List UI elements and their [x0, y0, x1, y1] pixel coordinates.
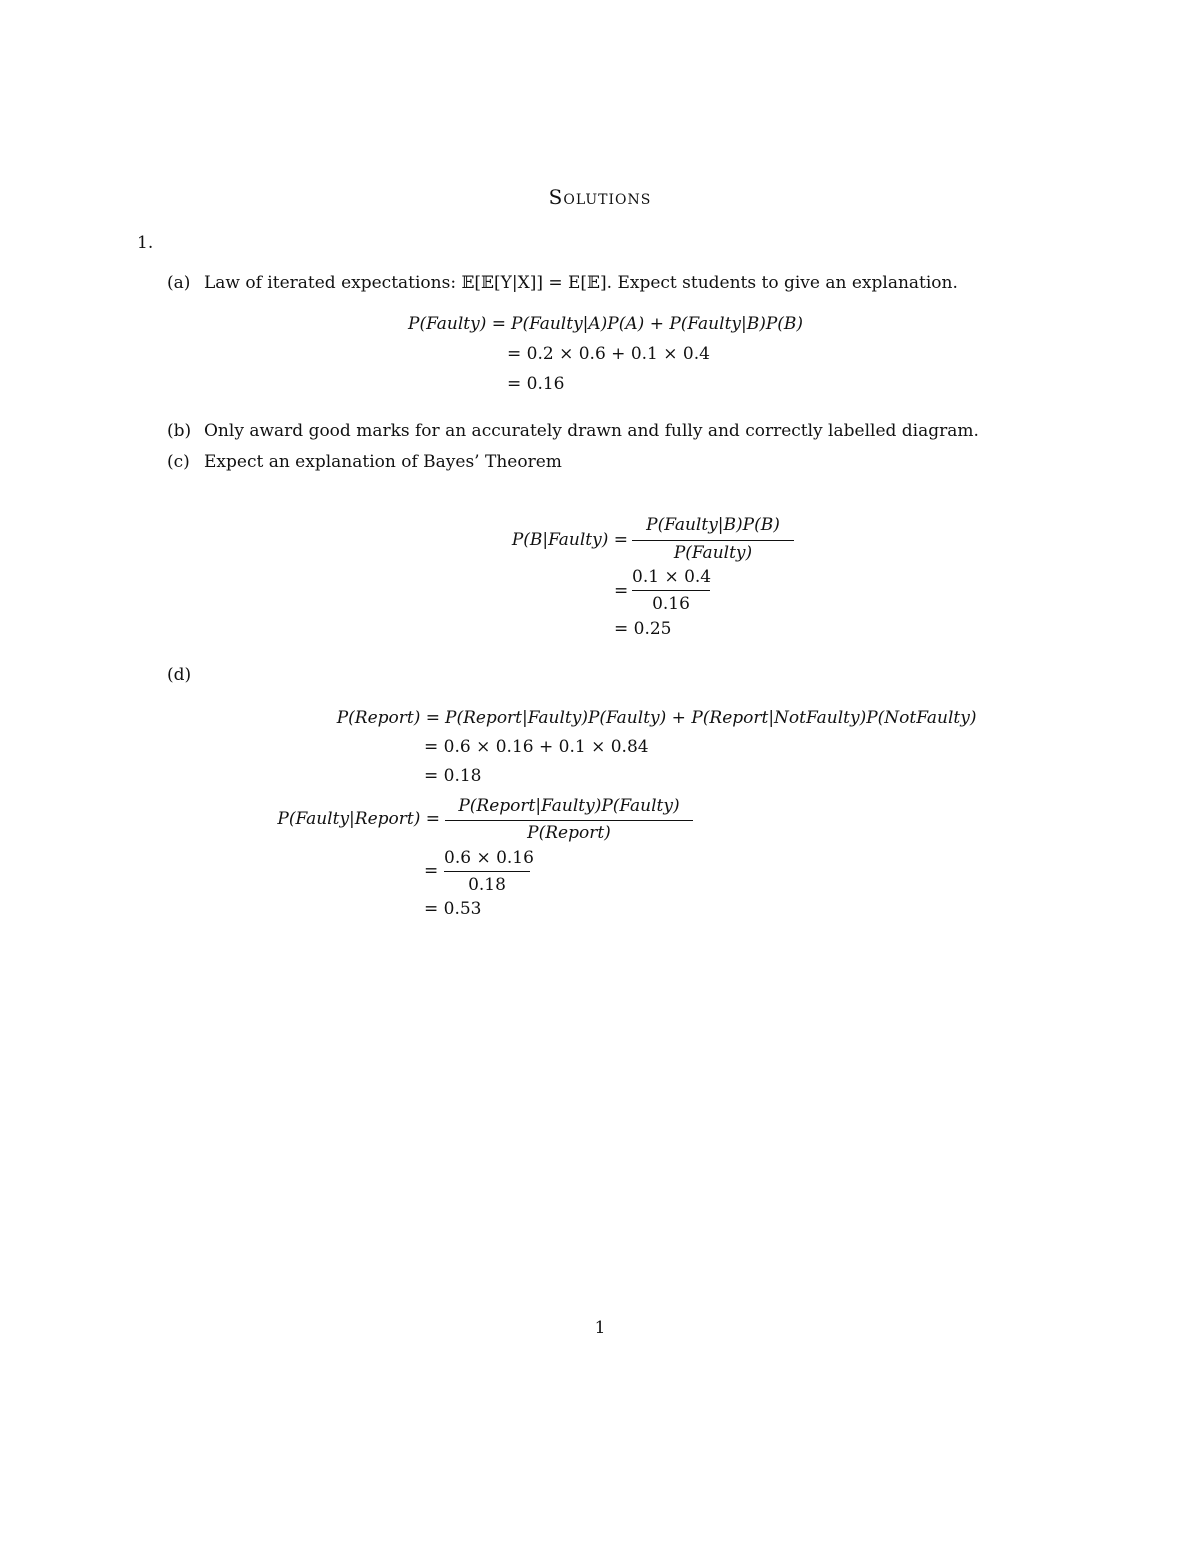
part-a-label: (a) — [167, 273, 191, 293]
part-d-frac2-rule — [444, 871, 530, 872]
part-c-frac1-num: P(Faulty|B)P(B) — [646, 515, 780, 535]
part-d-eq1-lhs: P(Report) = — [336, 708, 440, 728]
part-c-frac2-rule — [632, 590, 710, 591]
part-a-eq-lhs: P(Faulty) = — [408, 314, 506, 334]
part-d-frac1-den: P(Report) — [527, 823, 611, 843]
part-d-eq1-rhs: P(Report|Faulty)P(Faulty) + P(Report|NotFaulty)P(NotFaulty) — [445, 708, 977, 728]
question-number: 1. — [137, 233, 154, 253]
part-c-eq-lhs: P(B|Faulty) = — [511, 530, 628, 550]
part-c-frac1-den: P(Faulty) — [673, 543, 753, 563]
part-a-text: Law of iterated expectations: 𝔼[𝔼[Y|X]] = E[𝔼]. Expect students to give an explanation. — [204, 273, 958, 293]
part-c-eq2-prefix: = — [614, 581, 629, 601]
page-title: Solutions — [548, 185, 652, 209]
part-d-frac2-den: 0.18 — [468, 875, 506, 895]
part-d-eq1-line2: = 0.6 × 0.16 + 0.1 × 0.84 — [424, 737, 649, 757]
part-d-label: (d) — [167, 665, 192, 685]
part-d-frac1-num: P(Report|Faulty)P(Faulty) — [458, 796, 680, 816]
part-b-text: Only award good marks for an accurately drawn and fully and correctly labelled diagram. — [204, 421, 979, 441]
part-d-frac1-rule — [445, 820, 693, 821]
page-number: 1 — [594, 1318, 606, 1338]
part-d-eq2-lhs: P(Faulty|Report) = — [277, 809, 440, 829]
part-a-eq-line1: P(Faulty|A)P(A) + P(Faulty|B)P(B) — [511, 314, 804, 334]
part-d-frac2-num: 0.6 × 0.16 — [444, 848, 534, 868]
part-c-eq-result: = 0.25 — [614, 619, 672, 639]
part-c-frac1-rule — [632, 540, 794, 541]
part-c-label: (c) — [167, 452, 190, 472]
part-b-label: (b) — [167, 421, 192, 441]
part-a-eq-line3: = 0.16 — [507, 374, 565, 394]
part-c-text: Expect an explanation of Bayes’ Theorem — [204, 452, 562, 472]
part-d-eq2-prefix: = — [424, 861, 439, 881]
part-d-eq-result: = 0.53 — [424, 899, 482, 919]
part-c-frac2-den: 0.16 — [652, 594, 690, 614]
part-d-eq1-line3: = 0.18 — [424, 766, 482, 786]
part-a-eq-line2: = 0.2 × 0.6 + 0.1 × 0.4 — [507, 344, 710, 364]
part-c-frac2-num: 0.1 × 0.4 — [632, 567, 712, 587]
